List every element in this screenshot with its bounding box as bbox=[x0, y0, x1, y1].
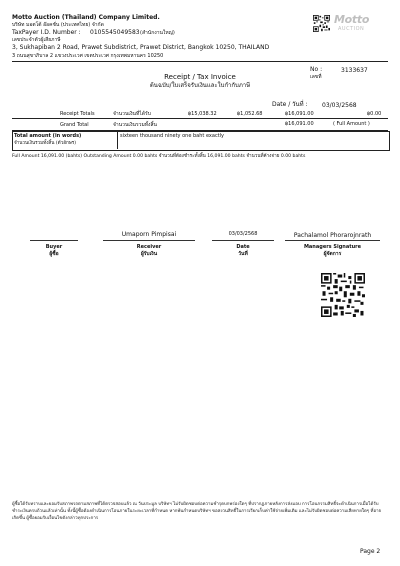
company-name-th: บริษัท มอตโต้ อ๊อคชั่น (ประเทศไทย) จำกัด bbox=[12, 22, 104, 28]
receipt-totals-label-th: จำนวนเงินที่ได้รับ bbox=[113, 111, 151, 117]
branch: (สำนักงานใหญ่) bbox=[140, 30, 175, 36]
logo-subtitle: AUCTION bbox=[338, 26, 365, 32]
grand-total-label-th: จำนวนเงินรวมทั้งสิ้น bbox=[113, 122, 157, 128]
taxpayer-id: 0105545049583 bbox=[90, 29, 140, 36]
grand-total-label: Grand Total bbox=[60, 122, 89, 128]
receipt-value: ฿1,052.68 bbox=[237, 111, 263, 117]
address-th: 3 ถนนสุขาภิบาล 2 แขวงประเวศ เขตประเวศ กรุงเทพมหานคร 10250 bbox=[12, 53, 164, 59]
buyer-label-th: ผู้ซื้อ bbox=[49, 251, 59, 257]
words-box-divider bbox=[117, 131, 118, 149]
motto-auction-logo bbox=[334, 14, 384, 38]
manager-label-th: ผู้จัดการ bbox=[323, 251, 342, 257]
amount-in-words-value: sixteen thousand ninety one baht exactly bbox=[120, 133, 225, 139]
buyer-signature-line bbox=[30, 240, 78, 241]
date-label: Date / วันที่ : bbox=[272, 101, 308, 108]
payment-summary-line: Full Amount 16,091.00 (bahts) Outstanding Amount 0.00 bahts จำนวนที่ต้องชำระทั้งสิ้น 16,091.00 bahts จำนวนที่ค้างจ่าย 0.00 bahts bbox=[12, 154, 306, 159]
receiver-label-th: ผู้รับเงิน bbox=[140, 251, 158, 257]
signature-date: 03/03/2568 bbox=[228, 231, 258, 237]
doc-no-label-th: เลขที่ bbox=[310, 74, 322, 80]
doc-no-value: 3133637 bbox=[341, 67, 368, 74]
manager-label: Managers Signature bbox=[303, 244, 362, 250]
date-label-sig-th: วันที่ bbox=[238, 251, 248, 257]
manager-signature-line bbox=[285, 240, 380, 241]
taxpayer-label: TaxPayer I.D. Number : bbox=[12, 29, 81, 36]
receipt-row-divider bbox=[12, 118, 388, 119]
receipt-value: ฿0.00 bbox=[367, 111, 382, 117]
page-number: Page 2 bbox=[360, 548, 381, 555]
receiver-label: Receiver bbox=[136, 244, 162, 250]
taxpayer-label-th: เลขประจำตัวผู้เสียภาษี bbox=[12, 37, 61, 43]
doc-no-label: No : bbox=[310, 66, 323, 73]
verification-qr-code bbox=[321, 273, 365, 317]
receiver-signature-line bbox=[103, 240, 195, 241]
doc-title-en: Receipt / Tax Invoice bbox=[164, 73, 236, 81]
receiver-name: Umaporn Pimpisai bbox=[121, 231, 177, 238]
date-value: 03/03/2568 bbox=[322, 102, 357, 109]
amount-in-words-label: Total amount (in words) bbox=[14, 133, 82, 139]
receipt-totals-label: Receipt Totals bbox=[60, 111, 95, 117]
address-en: 3, Sukhapiban 2 Road, Prawet Subdistrict, Prawet District, Bangkok 10250, THAILAND bbox=[12, 44, 270, 51]
grand-total-note: ( Full Amount ) bbox=[333, 121, 370, 127]
grand-total-value: ฿16,091.00 bbox=[285, 121, 314, 127]
logo-wordmark: Motto bbox=[334, 13, 370, 26]
date-signature-line bbox=[212, 240, 274, 241]
company-name-en: Motto Auction (Thailand) Company Limited. bbox=[12, 14, 160, 21]
terms-note: ผู้ซื้อได้รับทราบและยอมรับสภาพรถตามสภาพที่ได้ตรวจสอบแล้ว ณ วันประมูล บริษัทฯ ไม่รับผิดชอบต่อความชำรุดบกพร่องใดๆ ที่ปรากฏภายหลังการส่งมอบ การโอนกรรมสิทธิ์จะดำเนินการเมื่อได้รับชำระเงินครบถ้วนแล้วเท่านั้น ทั้งนี้ผู้ซื้อต้องดำเนินการโอนภายในระยะเวลาที่กำหนด หากพ้นกำหนดบริษัทฯ ขอสงวนสิทธิ์ในการเรียกเก็บค่าใช้จ่ายเพิ่มเติม และไม่รับผิดชอบต่อความเสียหายใดๆ ที่อาจเกิดขึ้น ผู้ซื้อยอมรับเงื่อนไขดังกล่าวทุกประการ bbox=[12, 502, 382, 521]
header-qr-code bbox=[313, 15, 330, 32]
header-divider bbox=[12, 61, 388, 62]
manager-name: Pachalamol Phorarojnrath bbox=[293, 232, 372, 239]
receipt-value: ฿16,091.00 bbox=[285, 111, 314, 117]
receipt-value: ฿15,038.32 bbox=[188, 111, 217, 117]
buyer-label: Buyer bbox=[45, 244, 63, 250]
date-label-sig: Date bbox=[236, 244, 250, 250]
amount-in-words-label-th: จำนวนเงินรวมทั้งสิ้น (ตัวอักษร) bbox=[14, 141, 77, 146]
doc-title-th: ต้นฉบับ/ใบเสร็จรับเงินและใบกำกับภาษี bbox=[149, 82, 251, 89]
